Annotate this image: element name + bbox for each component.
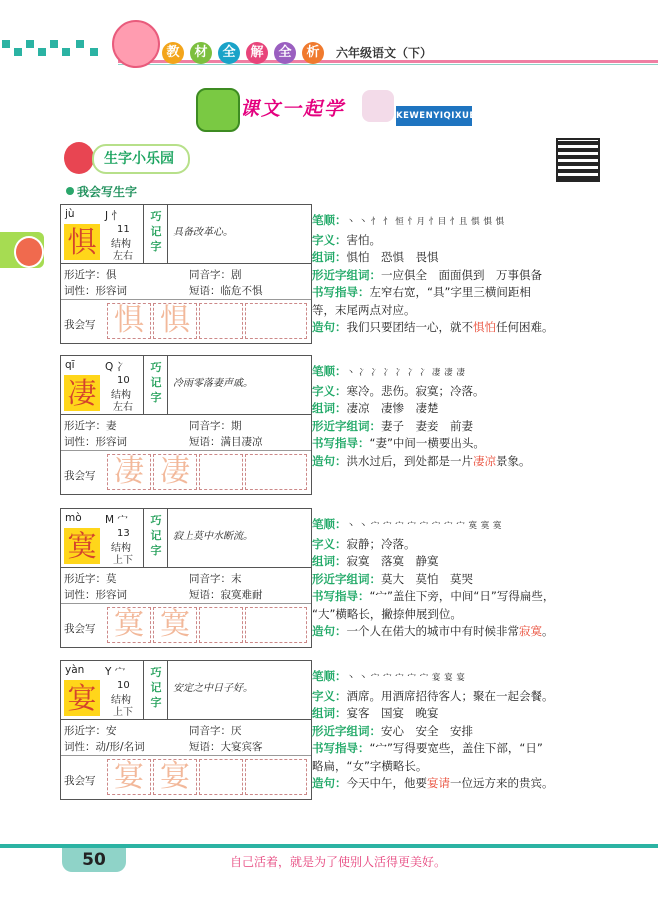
banner-pinyin: KEWENYIQIXUE <box>396 106 472 126</box>
trace-char: 寞 <box>107 607 151 643</box>
pinyin: jù <box>65 208 75 220</box>
part-of-speech: 词性：形容词 <box>64 436 127 448</box>
phrase: 短语：大宴宾客 <box>189 741 263 753</box>
char-card <box>60 508 312 648</box>
writing-guide-cont: “大”横略长，撇捺伸展到位。 <box>312 606 462 621</box>
char-detail <box>312 516 622 641</box>
writing-guide: 书写指导：“宀”写得要宽些，盖住下部，“日” <box>312 741 543 755</box>
series-char: 析 <box>302 42 324 64</box>
char-detail <box>312 668 622 793</box>
pinyin: qī <box>65 359 75 371</box>
practice-box[interactable] <box>199 759 243 795</box>
trace-char: 凄 <box>153 454 197 490</box>
mnemonic-label: 巧 记 字 <box>150 210 162 253</box>
phrase: 短语：寂寞难耐 <box>189 589 263 601</box>
side-mascot-icon <box>14 236 44 268</box>
divider <box>143 205 144 263</box>
practice-label: 我会写 <box>64 319 96 331</box>
stroke-order: 笔顺：丶 丶 宀 宀 宀 宀 宀 宴 宴 宴 <box>312 669 466 683</box>
pattern-square <box>38 48 46 56</box>
char-card <box>60 204 312 344</box>
subsection-title: 我会写生字 <box>66 183 137 200</box>
homophone: 同音字：厌 <box>189 725 242 737</box>
similar-char: 形近字：莫 <box>64 573 117 585</box>
example-sentence: 造句：一个人在偌大的城市中有时候非常寂寞。 <box>312 624 554 638</box>
divider <box>167 205 168 263</box>
trace-char: 凄 <box>107 454 151 490</box>
writing-guide: 书写指导：“妻”中间一横要出头。 <box>312 436 485 450</box>
similar-char: 形近字：安 <box>64 725 117 737</box>
writing-guide: 书写指导：左窄右宽，“具”字里三横间距相 <box>312 285 531 299</box>
trace-char: 惧 <box>107 303 151 339</box>
structure-label: 结构 <box>111 239 131 250</box>
homophone: 同音字：剧 <box>189 269 242 281</box>
header-pattern <box>0 40 658 58</box>
divider <box>61 450 311 451</box>
meaning: 字义：寒冷。悲伤。寂寞；冷落。 <box>312 383 485 398</box>
practice-box[interactable] <box>199 454 243 490</box>
practice-label: 我会写 <box>64 623 96 635</box>
practice-box[interactable] <box>199 303 243 339</box>
pattern-square <box>62 48 70 56</box>
word-group: 组词：寂寞 落寞 静寞 <box>312 554 439 568</box>
header-line-thin <box>118 64 658 65</box>
meaning: 字义：害怕。 <box>312 232 381 247</box>
big-char: 凄 <box>64 375 100 411</box>
practice-box[interactable] <box>245 759 307 795</box>
big-char: 寞 <box>64 528 100 564</box>
divider <box>143 661 144 719</box>
meaning: 字义：寂静；冷落。 <box>312 536 416 551</box>
structure-label: 结构 <box>111 543 131 554</box>
mascot-icon <box>112 20 160 68</box>
similar-char: 形近字：妻 <box>64 420 117 432</box>
practice-box[interactable] <box>245 607 307 643</box>
pinyin: yàn <box>65 664 85 676</box>
stroke-order: 笔顺：丶 丶 忄 忄 恒 忄月 忄目 忄且 惧 惧 惧 <box>312 213 505 227</box>
mnemonic-label: 巧 记 字 <box>150 361 162 404</box>
divider <box>61 755 311 756</box>
stroke-count: 10 <box>117 375 130 386</box>
word-group: 组词：惧怕 恐惧 畏惧 <box>312 250 439 264</box>
homophone: 同音字：期 <box>189 420 242 432</box>
radical: M 宀 <box>105 514 128 526</box>
monster-icon <box>196 88 240 132</box>
phrase: 短语：临危不惧 <box>189 285 263 297</box>
series-char: 教 <box>162 42 184 64</box>
example-sentence: 造句：今天中午，他要宴请一位远方来的贵宾。 <box>312 776 554 790</box>
practice-label: 我会写 <box>64 775 96 787</box>
pattern-square <box>76 40 84 48</box>
phrase: 短语：满目凄凉 <box>189 436 263 448</box>
structure-label: 结构 <box>111 390 131 401</box>
char-card <box>60 660 312 800</box>
grade-label: 六年级语文（下） <box>336 46 433 60</box>
similar-word-group: 形近字组词：妻子 妻妾 前妻 <box>312 418 473 433</box>
pinyin: mò <box>65 512 82 524</box>
series-char: 材 <box>190 42 212 64</box>
char-detail <box>312 363 622 470</box>
series-char: 解 <box>246 42 268 64</box>
pattern-square <box>2 40 10 48</box>
homophone: 同音字：末 <box>189 573 242 585</box>
bullet-icon <box>66 187 74 195</box>
divider <box>167 661 168 719</box>
structure-type: 上下 <box>113 707 133 718</box>
divider <box>61 263 311 264</box>
qr-code-icon[interactable] <box>556 138 600 182</box>
mnemonic: 冷雨零落妻声戚。 <box>173 378 253 389</box>
trace-char: 宴 <box>107 759 151 795</box>
divider <box>143 356 144 414</box>
mnemonic: 安定之中日子好。 <box>173 683 253 694</box>
writing-guide-cont: 等，末尾两点对应。 <box>312 302 416 317</box>
divider <box>167 356 168 414</box>
radical: J 忄 <box>105 210 122 222</box>
pattern-square <box>14 48 22 56</box>
stroke-order: 笔顺：丶 冫 冫 冫 冫 冫 冫 凄 凄 凄 <box>312 364 466 378</box>
mnemonic-label: 巧 记 字 <box>150 666 162 709</box>
similar-char: 形近字：俱 <box>64 269 117 281</box>
structure-type: 上下 <box>113 555 133 566</box>
part-of-speech: 词性：形容词 <box>64 589 127 601</box>
example-sentence: 造句：我们只要团结一心，就不惧怕任何困难。 <box>312 320 554 334</box>
radical: Y 宀 <box>105 666 126 678</box>
part-of-speech: 词性：动/形/名词 <box>64 741 145 753</box>
similar-word-group: 形近字组词：一应俱全 面面俱到 万事俱备 <box>312 267 542 282</box>
pattern-square <box>90 48 98 56</box>
trace-char: 惧 <box>153 303 197 339</box>
series-char: 全 <box>274 42 296 64</box>
similar-word-group: 形近字组词：安心 安全 安排 <box>312 723 473 738</box>
footer-quote: 自己活着，就是为了使别人活得更美好。 <box>230 855 447 869</box>
char-detail <box>312 212 622 337</box>
big-char: 宴 <box>64 680 100 716</box>
practice-box[interactable] <box>245 454 307 490</box>
divider <box>61 567 311 568</box>
divider <box>61 414 311 415</box>
banner-title: 课文一起学 <box>240 98 346 120</box>
mnemonic-label: 巧 记 字 <box>150 514 162 557</box>
section-mascot-icon <box>64 142 94 174</box>
hand-icon <box>362 90 394 122</box>
writing-guide: 书写指导：“宀”盖住下旁，中间“日”写得扁些， <box>312 589 555 603</box>
structure-label: 结构 <box>111 695 131 706</box>
big-char: 惧 <box>64 224 100 260</box>
char-card <box>60 355 312 495</box>
stroke-count: 13 <box>117 528 130 539</box>
structure-type: 左右 <box>113 251 133 262</box>
stroke-count: 11 <box>117 224 130 235</box>
structure-type: 左右 <box>113 402 133 413</box>
page-number: 50 <box>62 848 126 872</box>
section-title: 生字小乐园 <box>92 144 190 174</box>
writing-guide-cont: 略扁，“女”字横略长。 <box>312 758 428 773</box>
practice-box[interactable] <box>245 303 307 339</box>
divider <box>143 509 144 567</box>
similar-word-group: 形近字组词：莫大 莫怕 莫哭 <box>312 571 473 586</box>
divider <box>61 603 311 604</box>
divider <box>61 719 311 720</box>
mnemonic: 具备改革心。 <box>173 227 233 238</box>
mnemonic: 寂上莫中水断流。 <box>173 531 253 542</box>
stroke-order: 笔顺：丶 丶 宀 宀 宀 宀 宀 宀 宀 宀 寞 寞 寞 <box>312 517 502 531</box>
word-group: 组词：宴客 国宴 晚宴 <box>312 706 439 720</box>
meaning: 字义：酒席。用酒席招待客人；聚在一起会餐。 <box>312 688 554 703</box>
part-of-speech: 词性：形容词 <box>64 285 127 297</box>
trace-char: 宴 <box>153 759 197 795</box>
pattern-square <box>26 40 34 48</box>
pattern-square <box>50 40 58 48</box>
stroke-count: 10 <box>117 680 130 691</box>
trace-char: 寞 <box>153 607 197 643</box>
example-sentence: 造句：洪水过后，到处都是一片凄凉景象。 <box>312 453 531 468</box>
series-char: 全 <box>218 42 240 64</box>
word-group: 组词：凄凉 凄惨 凄楚 <box>312 401 439 415</box>
divider <box>167 509 168 567</box>
practice-box[interactable] <box>199 607 243 643</box>
divider <box>61 299 311 300</box>
radical: Q 冫 <box>105 361 128 373</box>
practice-label: 我会写 <box>64 470 96 482</box>
